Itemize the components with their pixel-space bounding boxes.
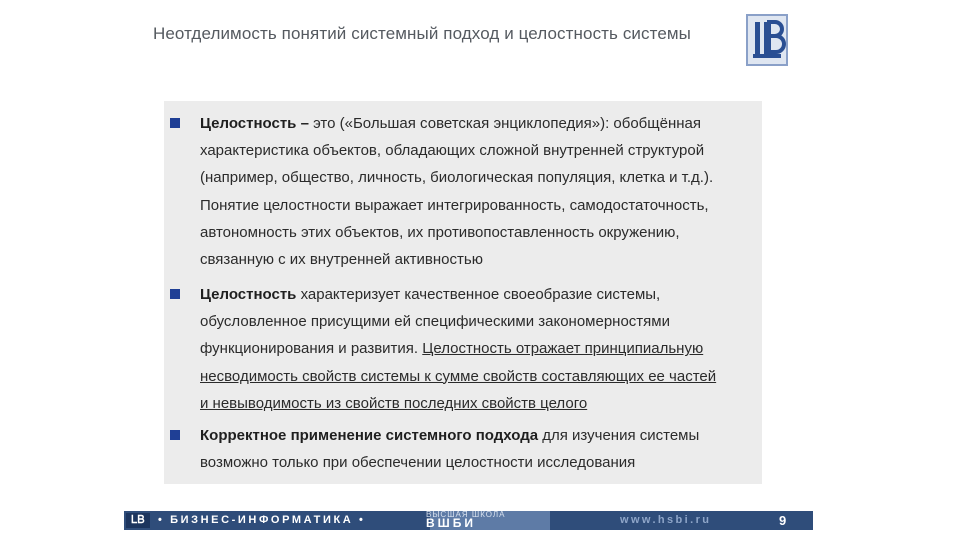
square-bullet-icon [170, 430, 180, 440]
text-line: Целостность – это («Большая советская энциклопедия»): обобщённая [200, 115, 701, 132]
text-line: и невыводимость из свойств последних свойств целого [200, 394, 588, 412]
text-line: характеристика объектов, обладающих сложной внутренней структурой [200, 142, 705, 160]
list-item [200, 110, 755, 273]
text-line: Целостность характеризует качественное своеобразие системы, [200, 286, 661, 303]
school-subtitle: ВЫСШАЯ ШКОЛА [426, 511, 506, 519]
text-line: связанную с их внутренней активностью [200, 251, 483, 269]
text-line: функционирования и развития. Целостность отражает принципиальную [200, 340, 704, 358]
hse-logo [746, 14, 788, 66]
footer-url[interactable]: www.hsbi.ru [620, 514, 712, 526]
square-bullet-icon [170, 289, 180, 299]
text-line: автономность этих объектов, их противопоставленность окружению, [200, 223, 680, 241]
text-line: Понятие целостности выражает интегрированность, самодостаточность, [200, 196, 709, 214]
text-line: Корректное применение системного подхода для изучения системы [200, 427, 700, 444]
bold-term: Целостность – [200, 115, 314, 132]
bold-term: Целостность [200, 286, 297, 303]
text-line: возможно только при обеспечении целостности исследования [200, 454, 636, 472]
footer-logo: ᏞᏴ [126, 513, 150, 528]
page-title: Неотделимость понятий системный подход и целостность системы [153, 24, 691, 43]
page-number: 9 [779, 513, 787, 528]
text-line: обусловленное присущими ей специфическими закономерностями [200, 313, 670, 331]
footer-bar [124, 511, 813, 530]
text-line: (например, общество, личность, биологическая популяция, клетка и т.д.). [200, 169, 714, 187]
text-line: несводимость свойств системы к сумме свойств составляющих ее частей [200, 367, 717, 385]
bold-term: Корректное применение системного подхода [200, 427, 539, 444]
footer-brand: • БИЗНЕС-ИНФОРМАТИКА • [158, 514, 366, 526]
school-name: ВШБИ [426, 516, 476, 530]
list-item [200, 422, 755, 476]
square-bullet-icon [170, 118, 180, 128]
list-item [200, 281, 755, 417]
